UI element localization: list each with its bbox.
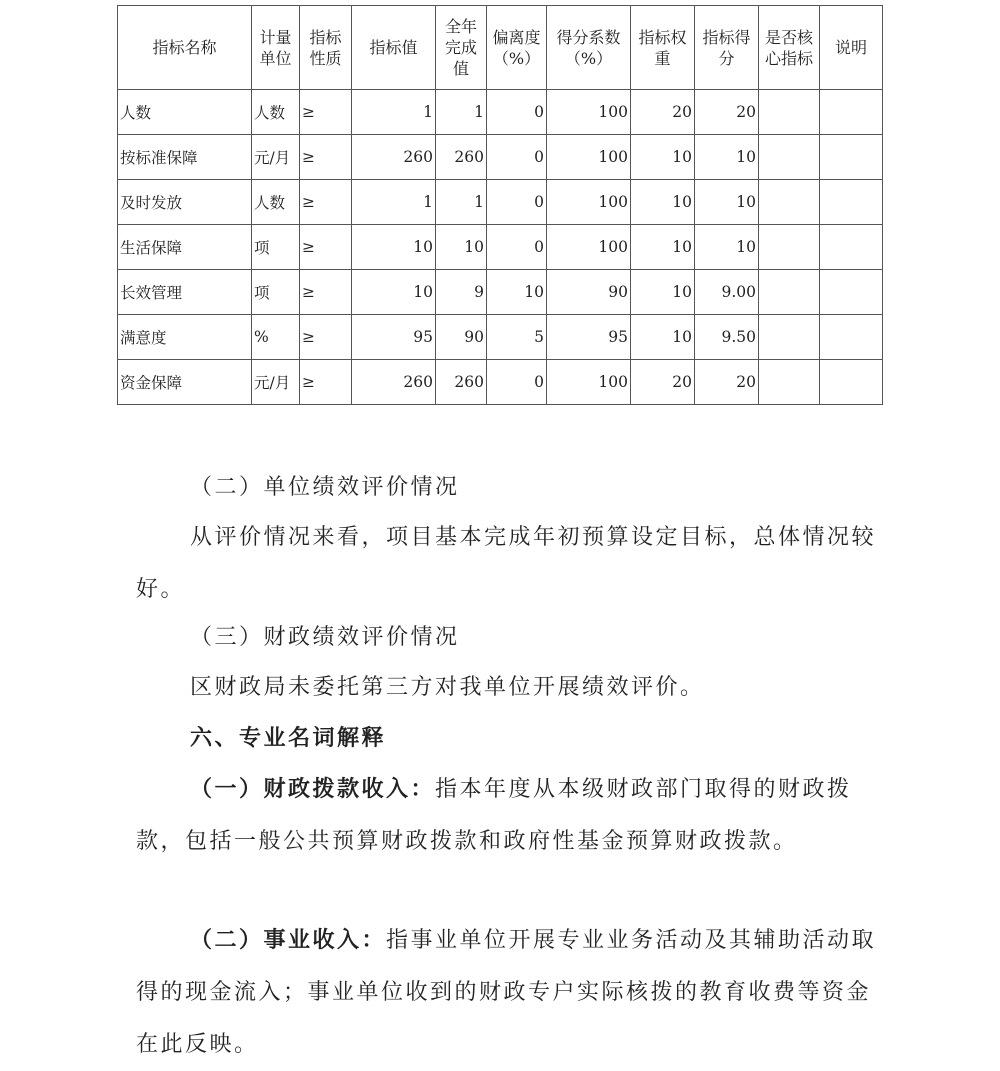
section-heading-finance-evaluation: （三）财政绩效评价情况: [190, 625, 460, 650]
cell-deviation: 0: [487, 180, 547, 225]
table-row: [118, 90, 883, 135]
cell-deviation: 0: [487, 360, 547, 405]
term-fiscal-appropriation: （一）财政拨款收入：: [190, 776, 436, 802]
table-row: [118, 225, 883, 270]
cell-unit: %: [252, 315, 300, 360]
cell-remarks: [820, 90, 883, 135]
definition-business-income: 指事业单位开展专业业务活动及其辅助活动取得的现金流入；事业单位收到的财政专户实际核拨的教育收费等资金在此反映。: [136, 928, 877, 1057]
cell-target-value: 260: [352, 360, 436, 405]
cell-indicator-name: 资金保障: [118, 360, 252, 405]
cell-unit: 人数: [252, 90, 300, 135]
header-annual-completion: 全年 完成 值: [436, 6, 487, 90]
cell-core-indicator: [759, 180, 820, 225]
cell-score-coefficient: 100: [547, 180, 631, 225]
cell-score: 20: [695, 360, 759, 405]
cell-annual-completion: 1: [436, 90, 487, 135]
cell-deviation: 0: [487, 225, 547, 270]
cell-score: 9.50: [695, 315, 759, 360]
cell-score-coefficient: 100: [547, 225, 631, 270]
cell-annual-completion: 260: [436, 135, 487, 180]
cell-deviation: 10: [487, 270, 547, 315]
cell-score: 10: [695, 225, 759, 270]
cell-core-indicator: [759, 90, 820, 135]
cell-indicator-name: 生活保障: [118, 225, 252, 270]
section-heading-terms: 六、专业名词解释: [190, 726, 387, 751]
cell-weight: 10: [631, 180, 695, 225]
cell-target-value: 1: [352, 90, 436, 135]
cell-score: 20: [695, 90, 759, 135]
header-deviation: 偏离度 （%）: [487, 6, 547, 90]
cell-remarks: [820, 180, 883, 225]
cell-indicator-name: 及时发放: [118, 180, 252, 225]
cell-indicator-name: 长效管理: [118, 270, 252, 315]
cell-score: 10: [695, 180, 759, 225]
cell-score-coefficient: 95: [547, 315, 631, 360]
cell-nature: ≥: [300, 270, 352, 315]
cell-unit: 项: [252, 225, 300, 270]
cell-core-indicator: [759, 270, 820, 315]
cell-core-indicator: [759, 360, 820, 405]
term-business-income: （二）事业收入：: [190, 927, 387, 953]
cell-score-coefficient: 90: [547, 270, 631, 315]
table-row: [118, 270, 883, 315]
cell-score: 9.00: [695, 270, 759, 315]
cell-deviation: 0: [487, 135, 547, 180]
cell-target-value: 10: [352, 225, 436, 270]
cell-annual-completion: 90: [436, 315, 487, 360]
cell-weight: 10: [631, 135, 695, 180]
cell-weight: 10: [631, 315, 695, 360]
table-row: [118, 315, 883, 360]
cell-nature: ≥: [300, 360, 352, 405]
cell-score: 10: [695, 135, 759, 180]
cell-remarks: [820, 135, 883, 180]
cell-annual-completion: 9: [436, 270, 487, 315]
cell-core-indicator: [759, 315, 820, 360]
header-remarks: 说明: [820, 6, 883, 90]
section-heading-unit-evaluation: （二）单位绩效评价情况: [190, 475, 460, 500]
cell-nature: ≥: [300, 180, 352, 225]
header-indicator-name: 指标名称: [118, 6, 252, 90]
cell-indicator-name: 人数: [118, 90, 252, 135]
paragraph-unit-evaluation: 从评价情况来看，项目基本完成年初预算设定目标，总体情况较好。: [136, 525, 877, 602]
cell-target-value: 95: [352, 315, 436, 360]
table-row: [118, 360, 883, 405]
cell-weight: 10: [631, 225, 695, 270]
cell-deviation: 5: [487, 315, 547, 360]
cell-target-value: 10: [352, 270, 436, 315]
cell-unit: 元/月: [252, 135, 300, 180]
cell-remarks: [820, 225, 883, 270]
performance-indicator-table: [117, 5, 883, 405]
cell-annual-completion: 260: [436, 360, 487, 405]
header-nature: 指标 性质: [300, 6, 352, 90]
cell-weight: 10: [631, 270, 695, 315]
cell-nature: ≥: [300, 90, 352, 135]
cell-deviation: 0: [487, 90, 547, 135]
header-unit: 计量 单位: [252, 6, 300, 90]
definition-fiscal-appropriation: 指本年度从本级财政部门取得的财政拨款，包括一般公共预算财政拨款和政府性基金预算财政拨款。: [136, 777, 852, 854]
cell-nature: ≥: [300, 225, 352, 270]
cell-indicator-name: 按标准保障: [118, 135, 252, 180]
cell-weight: 20: [631, 90, 695, 135]
header-core-indicator: 是否核 心指标: [759, 6, 820, 90]
header-score: 指标得 分: [695, 6, 759, 90]
table-header-row: [118, 6, 883, 90]
header-score-coefficient: 得分系数 （%）: [547, 6, 631, 90]
cell-score-coefficient: 100: [547, 90, 631, 135]
cell-indicator-name: 满意度: [118, 315, 252, 360]
cell-target-value: 1: [352, 180, 436, 225]
paragraph-term-fiscal-appropriation: [136, 763, 881, 868]
paragraph-finance-evaluation: 区财政局未委托第三方对我单位开展绩效评价。: [190, 675, 705, 700]
cell-annual-completion: 10: [436, 225, 487, 270]
cell-score-coefficient: 100: [547, 360, 631, 405]
paragraph-term-business-income: [136, 914, 881, 1071]
cell-score-coefficient: 100: [547, 135, 631, 180]
cell-core-indicator: [759, 225, 820, 270]
cell-core-indicator: [759, 135, 820, 180]
table-row: [118, 135, 883, 180]
cell-remarks: [820, 360, 883, 405]
header-target-value: 指标值: [352, 6, 436, 90]
cell-target-value: 260: [352, 135, 436, 180]
cell-unit: 人数: [252, 180, 300, 225]
table-row: [118, 180, 883, 225]
cell-weight: 20: [631, 360, 695, 405]
cell-nature: ≥: [300, 135, 352, 180]
cell-unit: 项: [252, 270, 300, 315]
header-weight: 指标权 重: [631, 6, 695, 90]
cell-remarks: [820, 315, 883, 360]
cell-nature: ≥: [300, 315, 352, 360]
cell-unit: 元/月: [252, 360, 300, 405]
cell-remarks: [820, 270, 883, 315]
cell-annual-completion: 1: [436, 180, 487, 225]
